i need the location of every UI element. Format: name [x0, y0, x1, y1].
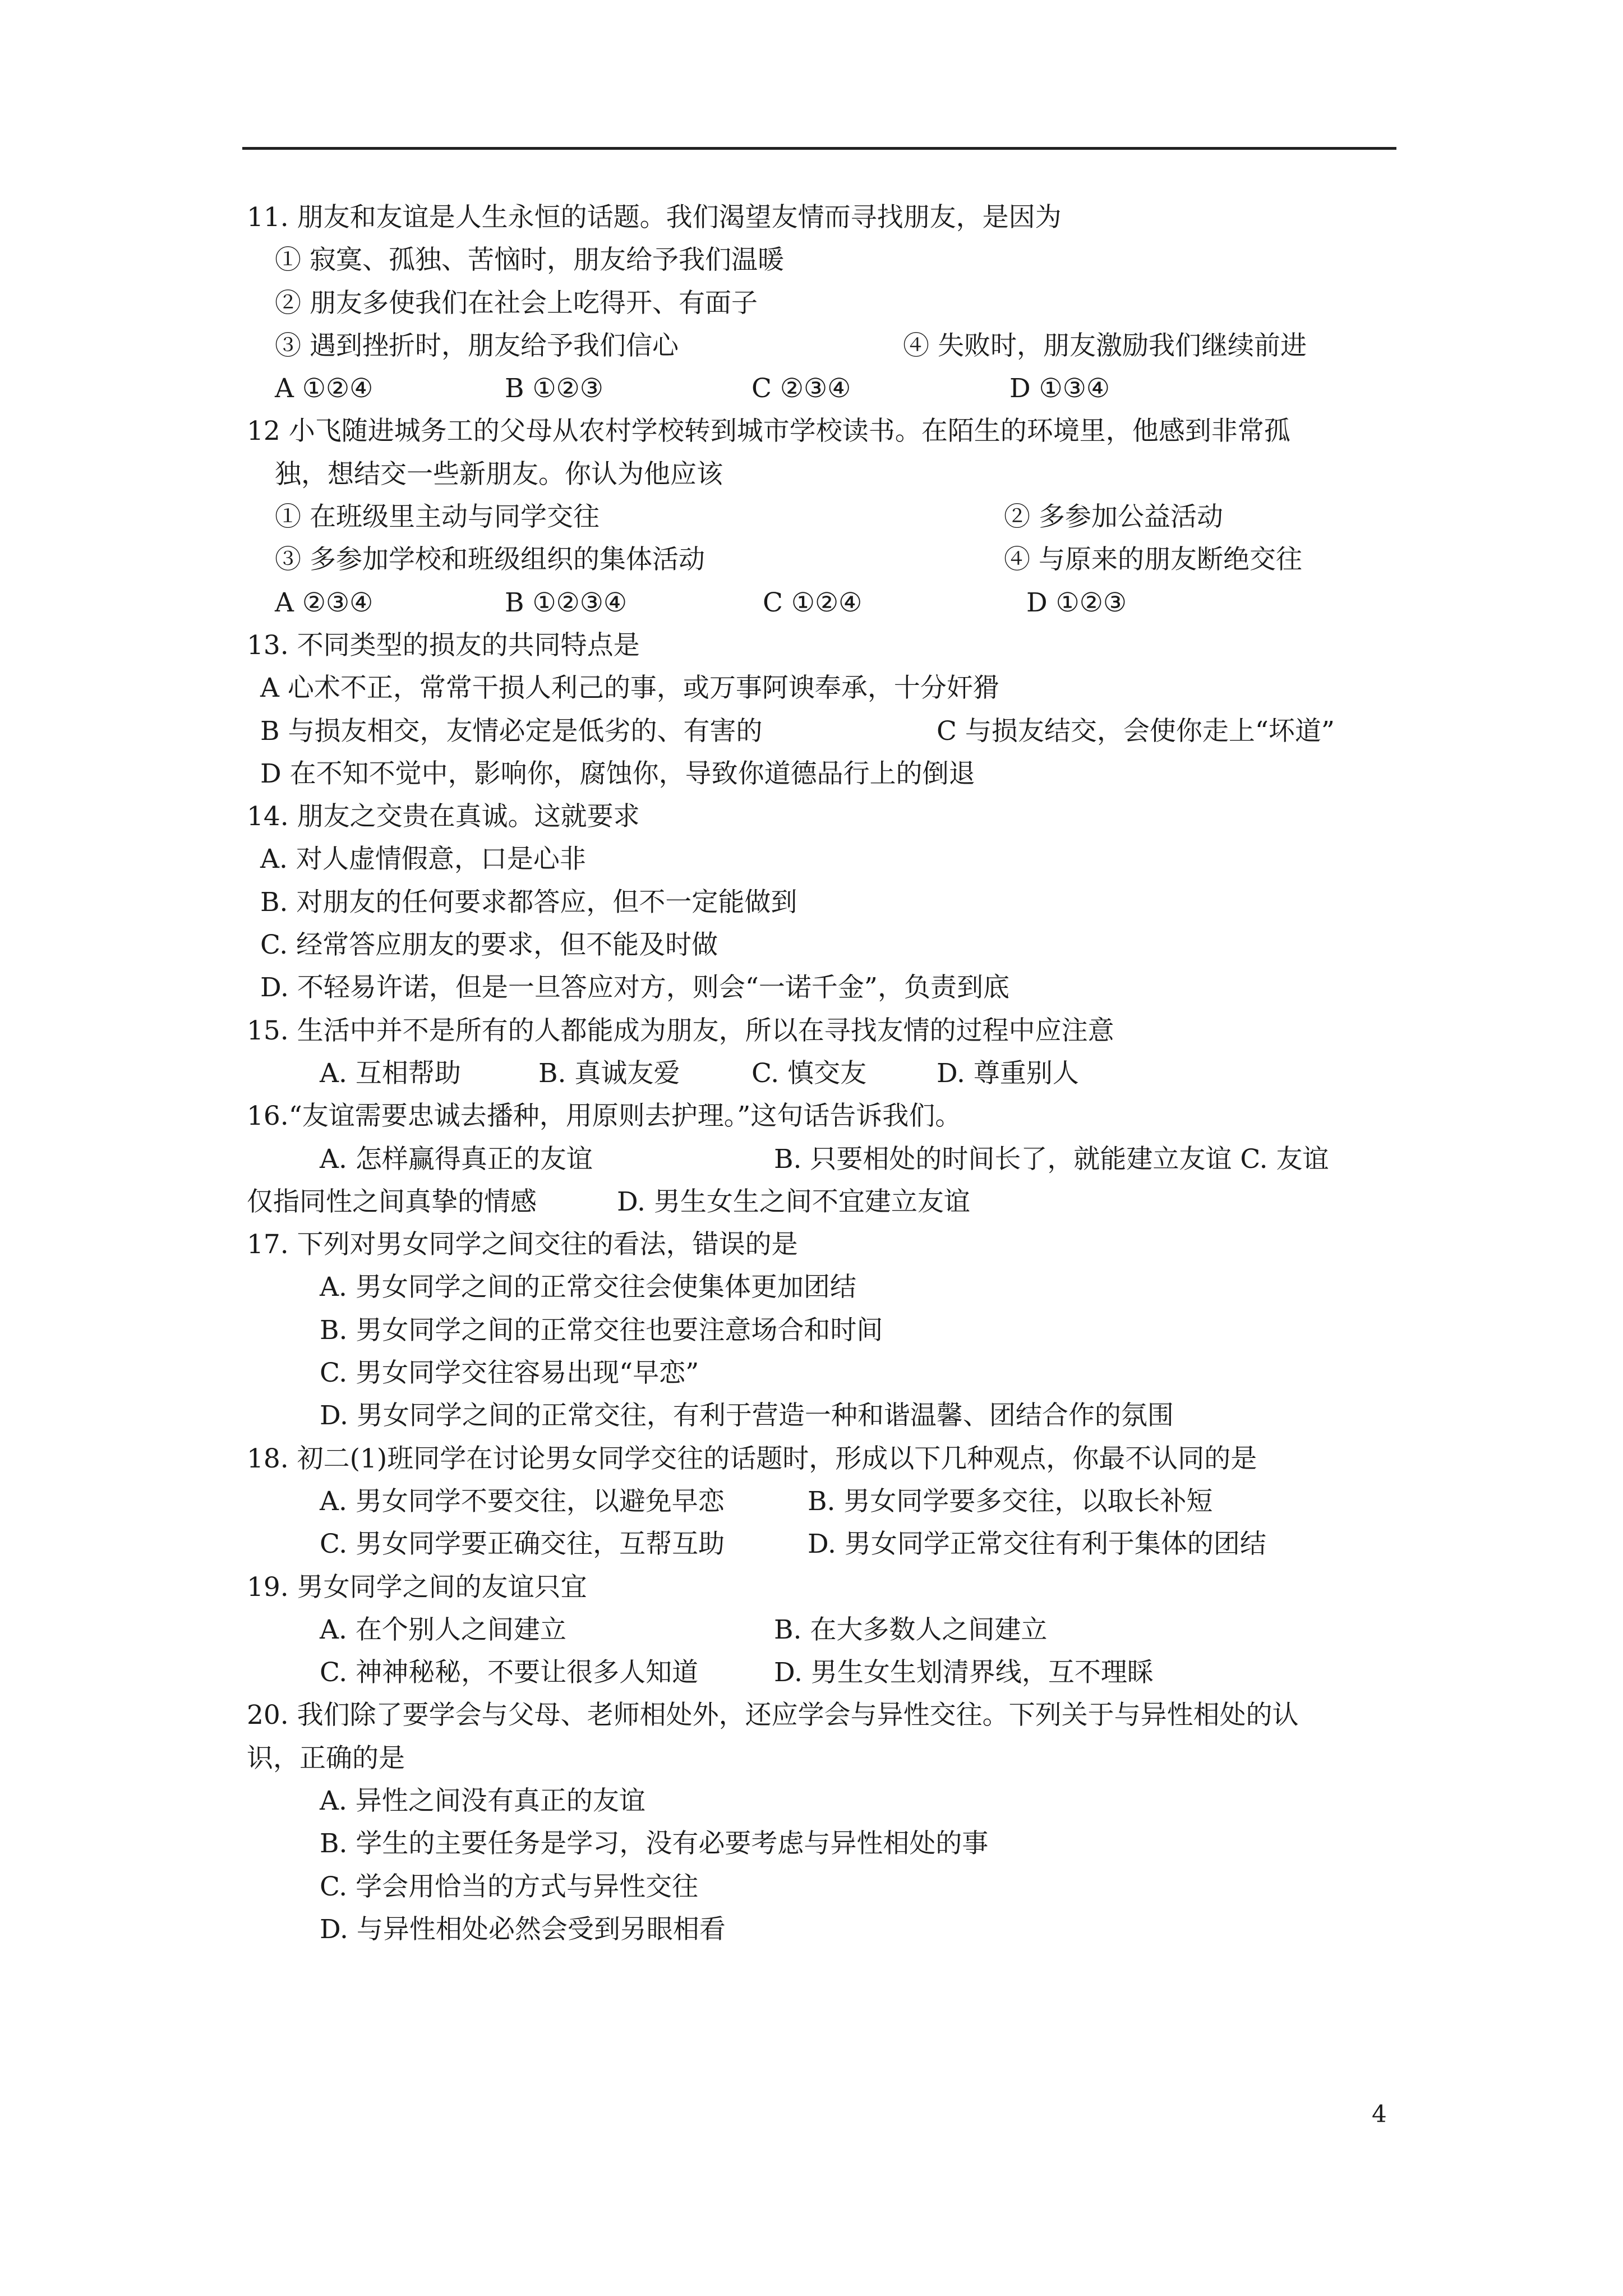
- q13-options-b-c: [247, 710, 1413, 753]
- q17-option-b: B. 男女同学之间的正常交往也要注意场合和时间: [320, 1314, 883, 1346]
- q12-statement-1: ① 在班级里主动与同学交往: [275, 501, 600, 533]
- q13-option-c: C 与损友结交，会使你走上“坏道”: [937, 715, 1335, 747]
- q17-option-d: D. 男女同学之间的正常交往，有利于营造一种和谐温馨、团结合作的氛围: [320, 1400, 1174, 1432]
- q18-option-c: C. 男女同学要正确交往，互帮互助: [320, 1529, 725, 1560]
- q11-statement-4: ④ 失败时，朋友激励我们继续前进: [903, 330, 1307, 361]
- q15-option-c: C. 慎交友: [751, 1057, 867, 1089]
- question-list: [247, 196, 1413, 1951]
- q11-statements-3-4: [247, 325, 1413, 367]
- q18-option-b: B. 男女同学要多交往，以取长补短: [808, 1485, 1213, 1517]
- q14-option-d: D. 不轻易许诺，但是一旦答应对方，则会“一诺千金”，负责到底: [260, 972, 1009, 1004]
- q11-option-d: D ①③④: [1009, 373, 1110, 404]
- q19-option-a: A. 在个别人之间建立: [320, 1614, 566, 1645]
- q18-options-a-b: [247, 1480, 1413, 1523]
- q12-options: [247, 582, 1413, 624]
- q11-options: [247, 367, 1413, 410]
- q13-option-b: B 与损友相交，友情必定是低劣的、有害的: [260, 715, 763, 747]
- q19-option-c: C. 神神秘秘，不要让很多人知道: [320, 1657, 699, 1688]
- q15-option-b: B. 真诚友爱: [538, 1057, 680, 1089]
- q11-option-a: A ①②④: [275, 373, 374, 404]
- q12-statement-2: ② 多参加公益活动: [1004, 501, 1223, 533]
- q20-stem-line-1: 20. 我们除了要学会与父母、老师相处外，还应学会与异性交往。下列关于与异性相处的认: [247, 1700, 1299, 1731]
- q18-option-a: A. 男女同学不要交往，以避免早恋: [320, 1485, 725, 1517]
- q12-statement-4: ④ 与原来的朋友断绝交往: [1004, 544, 1302, 576]
- q20-option-a: A. 异性之间没有真正的友谊: [320, 1785, 645, 1816]
- q11-stem: 11. 朋友和友谊是人生永恒的话题。我们渴望友情而寻找朋友，是因为: [247, 202, 1062, 233]
- q13-stem: 13. 不同类型的损友的共同特点是: [247, 629, 640, 661]
- q11-statement-1: ① 寂寞、孤独、苦恼时，朋友给予我们温暖: [275, 245, 784, 276]
- q17-option-a: A. 男女同学之间的正常交往会使集体更加团结: [320, 1272, 856, 1303]
- q20-option-d: D. 与异性相处必然会受到另眼相看: [320, 1913, 726, 1945]
- q18-options-c-d: [247, 1523, 1413, 1566]
- q11-option-c: C ②③④: [751, 373, 851, 404]
- q12-option-d: D ①②③: [1026, 587, 1127, 618]
- q17-stem: 17. 下列对男女同学之间交往的看法，错误的是: [247, 1229, 798, 1260]
- q18-stem: 18. 初二(1)班同学在讨论男女同学交往的话题时，形成以下几种观点，你最不认同的是: [247, 1443, 1257, 1474]
- q14-stem: 14. 朋友之交贵在真诚。这就要求: [247, 801, 640, 832]
- q16-stem: 16.“友谊需要忠诚去播种，用原则去护理。”这句话告诉我们。: [247, 1101, 962, 1132]
- q16-options-line-1: [247, 1138, 1413, 1181]
- q11-option-b: B ①②③: [505, 373, 603, 404]
- q14-option-c: C. 经常答应朋友的要求，但不能及时做: [260, 930, 718, 961]
- q16-options-line-2: [247, 1181, 1413, 1223]
- q16-option-c-cont: 仅指同性之间真挚的情感: [247, 1186, 537, 1217]
- q15-option-a: A. 互相帮助: [320, 1057, 461, 1089]
- q15-stem: 15. 生活中并不是所有的人都能成为朋友，所以在寻找友情的过程中应注意: [247, 1015, 1114, 1046]
- q11-statement-3: ③ 遇到挫折时，朋友给予我们信心: [275, 330, 679, 361]
- q20-option-b: B. 学生的主要任务是学习，没有必要考虑与异性相处的事: [320, 1828, 989, 1860]
- q19-options-a-b: [247, 1609, 1413, 1651]
- q15-options: [247, 1052, 1413, 1095]
- q16-option-a: A. 怎样赢得真正的友谊: [320, 1143, 593, 1175]
- q11-statement-2: ② 朋友多使我们在社会上吃得开、有面子: [275, 287, 758, 319]
- q19-option-b: B. 在大多数人之间建立: [774, 1614, 1048, 1645]
- header-rule: [242, 147, 1396, 150]
- q13-option-a: A 心术不正，常常干损人利己的事，或万事阿谀奉承，十分奸猾: [260, 673, 999, 704]
- q12-option-c: C ①②④: [763, 587, 863, 618]
- q20-option-c: C. 学会用恰当的方式与异性交往: [320, 1871, 699, 1902]
- q14-option-b: B. 对朋友的任何要求都答应，但不一定能做到: [260, 886, 797, 918]
- q17-option-c: C. 男女同学交往容易出现“早恋”: [320, 1358, 699, 1389]
- q12-option-a: A ②③④: [275, 587, 374, 618]
- q15-option-d: D. 尊重别人: [937, 1057, 1079, 1089]
- q12-stem-line-2: 独，想结交一些新朋友。你认为他应该: [275, 458, 723, 490]
- q20-stem-line-2: 识，正确的是: [247, 1742, 405, 1774]
- q16-option-d: D. 男生女生之间不宜建立友谊: [617, 1186, 970, 1217]
- q12-statements-1-2: [247, 496, 1413, 539]
- page-number: 4: [1372, 2100, 1387, 2128]
- q19-stem: 19. 男女同学之间的友谊只宜: [247, 1571, 587, 1603]
- q19-option-d: D. 男生女生划清界线，互不理睬: [774, 1657, 1154, 1688]
- q12-statements-3-4: [247, 539, 1413, 581]
- q19-options-c-d: [247, 1651, 1413, 1694]
- q12-option-b: B ①②③④: [505, 587, 628, 618]
- q18-option-d: D. 男女同学正常交往有利于集体的团结: [808, 1529, 1266, 1560]
- q12-statement-3: ③ 多参加学校和班级组织的集体活动: [275, 544, 705, 576]
- q16-option-b-c: B. 只要相处的时间长了，就能建立友谊 C. 友谊: [774, 1143, 1329, 1175]
- q12-stem-line-1: 12 小飞随进城务工的父母从农村学校转到城市学校读书。在陌生的环境里，他感到非常孤: [247, 416, 1290, 447]
- q13-option-d: D 在不知不觉中，影响你，腐蚀你，导致你道德品行上的倒退: [260, 758, 975, 789]
- q14-option-a: A. 对人虚情假意，口是心非: [260, 844, 586, 875]
